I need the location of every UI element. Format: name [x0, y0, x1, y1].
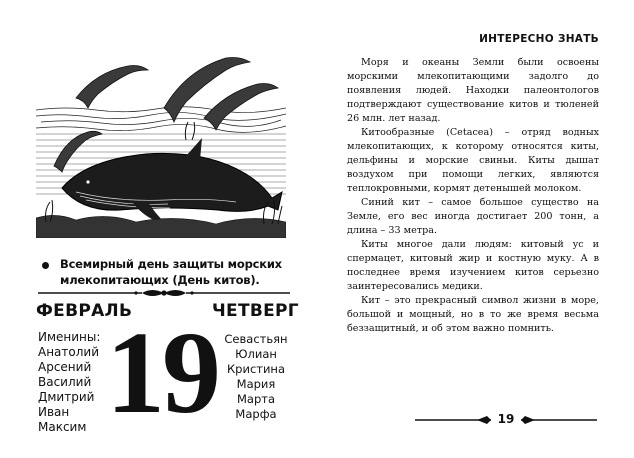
- name-item: Анатолий: [38, 345, 100, 359]
- name-days-heading: Именины:: [38, 330, 101, 344]
- page-number: 19: [493, 412, 519, 426]
- paragraph: Кит – это прекрасный символ жизни в море, большой и мощный, но в то же время весьма беззащитный, и об этом важно помнить.: [347, 295, 599, 334]
- name-days-left: [38, 330, 100, 435]
- ornament-divider: [38, 287, 290, 299]
- name-item: Василий: [38, 375, 92, 389]
- holiday-item: [42, 256, 282, 288]
- day-number: 19: [106, 307, 218, 438]
- name-item: Дмитрий: [38, 390, 95, 404]
- name-item: Кристина: [227, 362, 285, 376]
- whale-dolphin-illustration: [36, 42, 286, 238]
- weekday-label: ЧЕТВЕРГ: [212, 301, 299, 321]
- holiday-text: Всемирный день защиты морских млекопитающих (День китов).: [60, 257, 282, 287]
- name-item: Мария: [236, 377, 276, 391]
- page-footer: [415, 410, 597, 430]
- month-label: ФЕВРАЛЬ: [36, 301, 133, 321]
- name-item: Марта: [236, 392, 275, 406]
- name-item: Максим: [38, 420, 87, 434]
- right-page: [317, 0, 634, 458]
- name-item: Иван: [38, 405, 70, 419]
- paragraph: Моря и океаны Земли были освоены морскими млекопитающими задолго до появления людей. Находки палеонтологов подтверждают существование китов и тюленей 26 млн. лет назад.: [347, 57, 599, 124]
- bullet-icon: [42, 262, 49, 269]
- paragraph: Китообразные (Cetacea) – отряд водных млекопитающих, к которому относятся киты, дельфины и морские свиньи. Киты дышат воздухом при помощи легких, являются теплокровными, кормят детенышей молоком.: [347, 127, 599, 194]
- name-item: Арсений: [38, 360, 92, 374]
- paragraph: Киты многое дали людям: китовый ус и спермацет, китовый жир и костную муку. А в последнее время изучением китов серьезно заинтересовались медики.: [347, 239, 599, 292]
- name-item: Юлиан: [235, 347, 277, 361]
- name-item: Севастьян: [224, 332, 288, 346]
- name-days-right: [222, 332, 290, 422]
- section-title: ИНТЕРЕСНО ЗНАТЬ: [479, 33, 599, 45]
- article-body: [347, 56, 599, 336]
- paragraph: Синий кит – самое большое существо на Земле, его вес иногда достигает 200 тонн, а длина – 33 метра.: [347, 197, 599, 236]
- name-item: Марфа: [235, 407, 277, 421]
